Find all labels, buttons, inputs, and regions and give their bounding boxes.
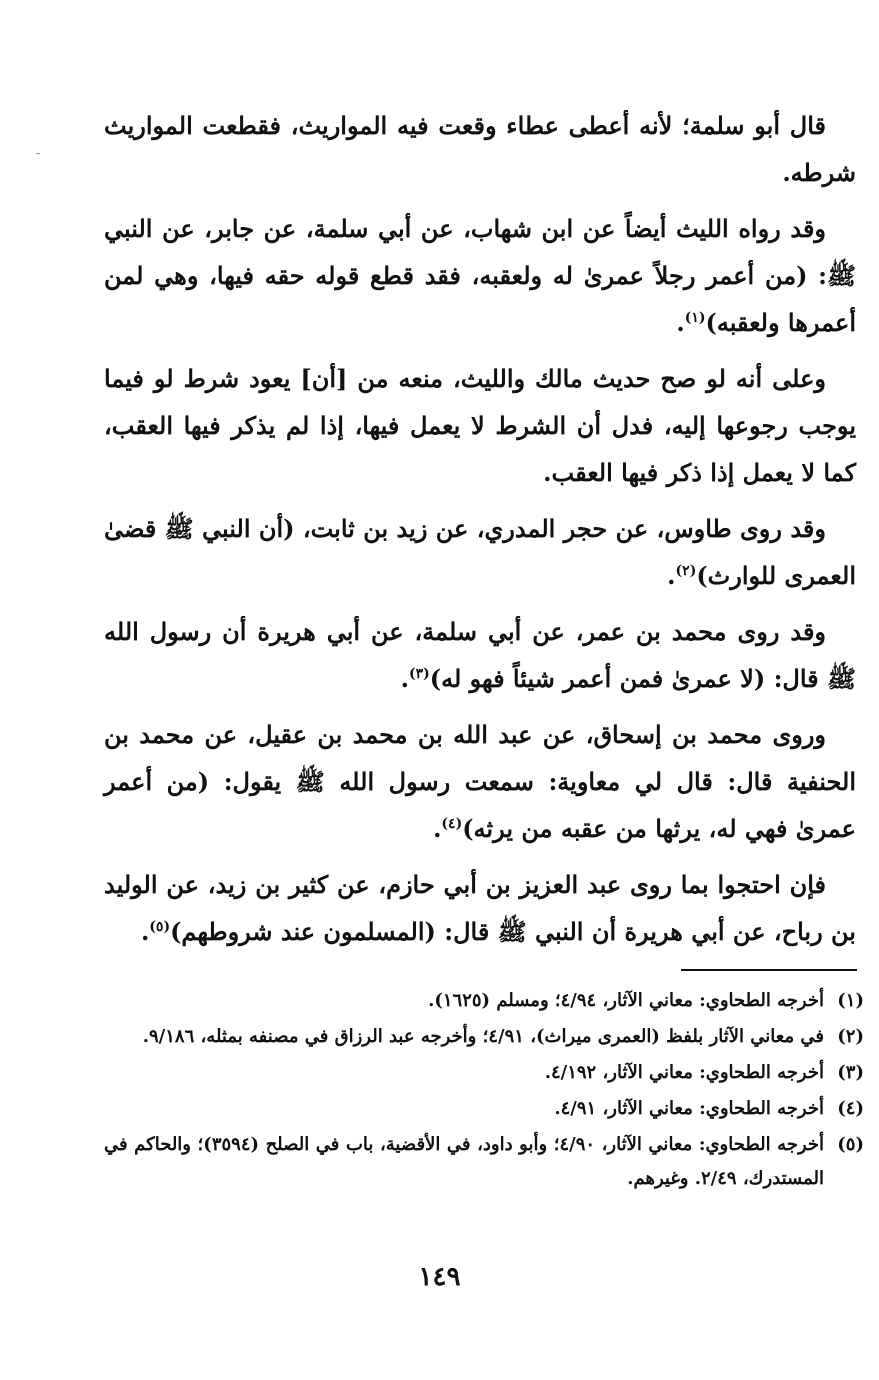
- footnote-separator: [681, 969, 857, 971]
- footnote-ref-4: (٤): [441, 816, 463, 832]
- footnote-ref-3: (٣): [408, 666, 430, 682]
- paragraph-1: قال أبو سلمة؛ لأنه أعطى عطاء وقعت فيه المواريث، فقطعت المواريث شرطه.: [104, 111, 856, 187]
- paragraph-3: وعلى أنه لو صح حديث مالك والليث، منعه من [أن] يعود شرط لو فيما يوجب رجوعها إليه، فدل أن الشرط لا يعمل فيها، إذا لم يذكر فيها العقب، كما لا يعمل إذا ذكر فيها العقب.: [104, 364, 856, 487]
- footnote-number: (٢): [837, 1026, 864, 1047]
- footnote-number: (١): [837, 990, 864, 1011]
- paragraph-7: فإن احتجوا بما روى عبد العزيز بن أبي حازم، عن كثير بن زيد، عن الوليد بن رباح، عن أبي هريرة أن النبي ﷺ قال: (المسلمون عند شروطهم)$^{(٥)}$.: [104, 870, 856, 946]
- footnote-number: (٥): [837, 1134, 864, 1155]
- paragraph-4: وقد روى طاوس، عن حجر المدري، عن زيد بن ثابت، (أن النبي ﷺ قضىٰ العمرى للوارث)$^{(٢)}$.: [104, 514, 856, 590]
- footnote-text: أخرجه الطحاوي: معاني الآثار، ٤/٩١.: [554, 1098, 824, 1119]
- footnote-text: في معاني الآثار بلفظ (العمرى ميراث)، ٤/٩١؛ وأخرجه عبد الرزاق في مصنفه بمثله، ٩/١٨٦.: [142, 1026, 824, 1047]
- paragraph-2: وقد رواه الليث أيضاً عن ابن شهاب، عن أبي سلمة، عن جابر، عن النبي ﷺ: (من أعمر رجلاً عمرىٰ له ولعقبه، فقد قطع قوله حقه فيها، وهي لمن أعمرها ولعقبه)$^{(١)}$.: [104, 214, 857, 337]
- footnote-3: [104, 1056, 864, 1090]
- footnote-text: أخرجه الطحاوي: معاني الآثار، ٤/٩٠؛ وأبو داود، في الأقضية، باب في الصلح (٣٥٩٤)؛ والحاكم في المستدرك، ٢/٤٩. وغيرهم.: [104, 1134, 824, 1189]
- footnote-text: أخرجه الطحاوي: معاني الآثار، ٤/١٩٢.: [544, 1062, 824, 1083]
- footnote-5: [104, 1128, 864, 1196]
- footnote-1: [104, 984, 864, 1018]
- footnote-text: أخرجه الطحاوي: معاني الآثار، ٤/٩٤؛ ومسلم (١٦٢٥).: [428, 990, 824, 1011]
- paragraph-5: وقد روى محمد بن عمر، عن أبي سلمة، عن أبي هريرة أن رسول الله ﷺ قال: (لا عمرىٰ فمن أعمر شيئاً فهو له)$^{(٣)}$.: [104, 617, 856, 693]
- footnote-ref-1: (١): [684, 310, 706, 326]
- main-text: [104, 102, 856, 964]
- page-number: ١٤٩: [418, 1262, 461, 1292]
- footnote-4: [104, 1092, 864, 1126]
- footnote-2: [104, 1020, 864, 1054]
- margin-mark: [36, 153, 40, 154]
- footnotes: [104, 984, 864, 1198]
- footnote-ref-2: (٢): [675, 563, 697, 579]
- paragraph-6: وروى محمد بن إسحاق، عن عبد الله بن محمد بن عقيل، عن محمد بن الحنفية قال: قال لي معاوية: سمعت رسول الله ﷺ يقول: (من أعمر عمرىٰ فهي له، يرثها من عقبه من يرثه)$^{(٤)}$.: [104, 720, 856, 843]
- footnote-number: (٤): [837, 1098, 864, 1119]
- footnote-ref-5: (٥): [149, 919, 171, 935]
- footnote-number: (٣): [837, 1062, 864, 1083]
